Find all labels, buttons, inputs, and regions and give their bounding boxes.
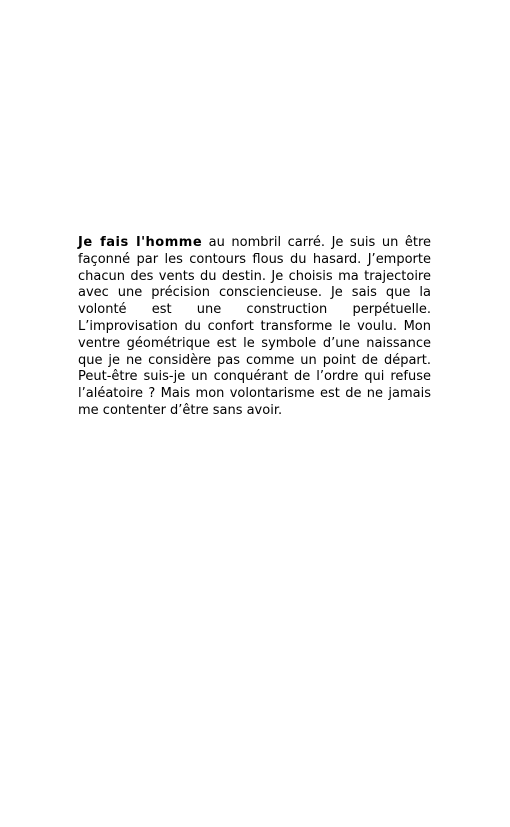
lead-phrase: Je fais l'homme xyxy=(78,235,203,250)
paragraph xyxy=(78,235,431,420)
paragraph-body: au nombril carré. Je suis un être façonné par les contours flous du hasard. J’emporte chacun des vents du destin. Je choisis ma trajectoire avec une précision consciencieuse. Je sais que la volonté est une construction perpétuelle. L’improvisation du confort transforme le voulu. Mon ventre géométrique est le symbole d’une naissance que je ne considère pas comme un point de départ. Peut-être suis-je un conquérant de l’ordre qui refuse l’aléatoire ? Mais mon volontarisme est de ne jamais me contenter d’être sans avoir. xyxy=(78,235,432,418)
